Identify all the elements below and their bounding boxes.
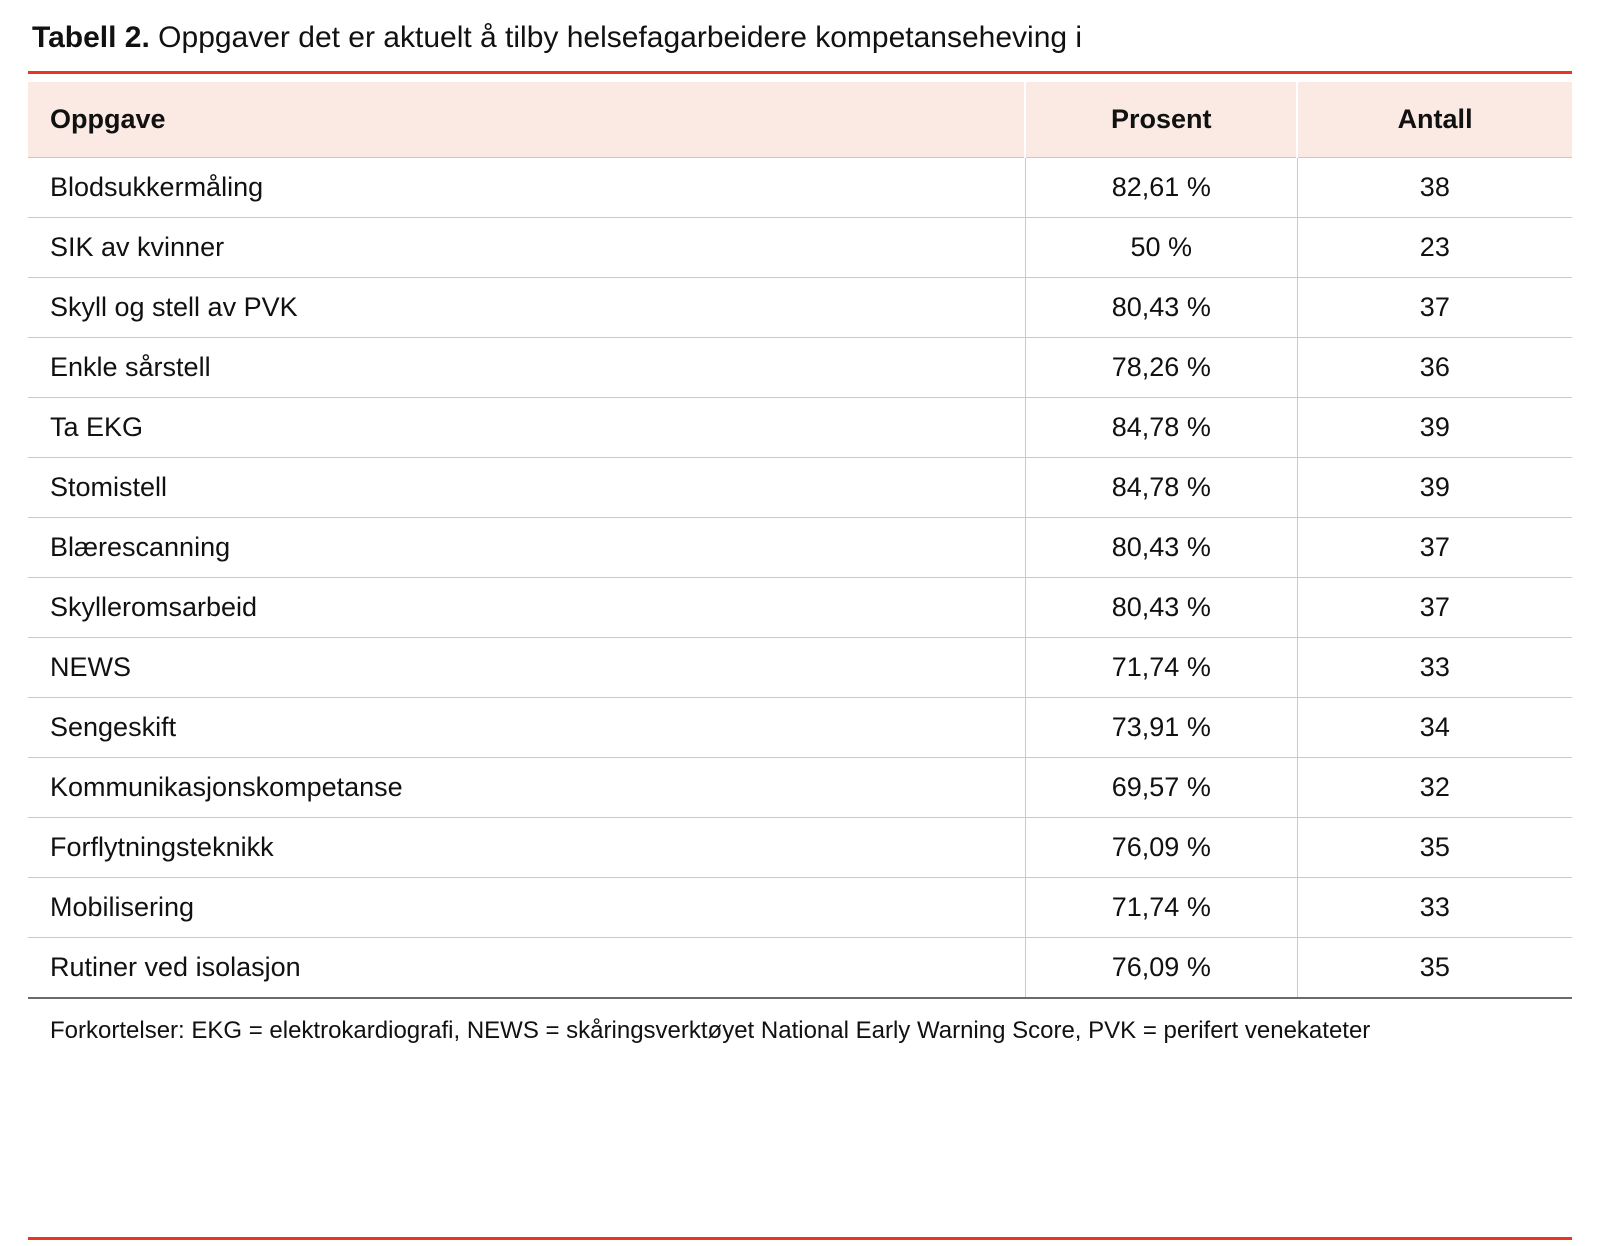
cell-count: 39 xyxy=(1297,458,1572,518)
competence-table xyxy=(28,82,1572,999)
cell-percent: 80,43 % xyxy=(1025,278,1297,338)
cell-count: 34 xyxy=(1297,698,1572,758)
caption-label: Tabell 2. xyxy=(32,21,150,54)
cell-count: 32 xyxy=(1297,758,1572,818)
cell-count: 37 xyxy=(1297,278,1572,338)
table-row xyxy=(28,758,1572,818)
column-header-task: Oppgave xyxy=(28,82,1025,158)
table-row xyxy=(28,638,1572,698)
table-row xyxy=(28,698,1572,758)
cell-count: 37 xyxy=(1297,518,1572,578)
bottom-rule xyxy=(28,1237,1572,1240)
table-row xyxy=(28,818,1572,878)
table-caption xyxy=(28,14,1572,71)
table-row xyxy=(28,218,1572,278)
table-body xyxy=(28,158,1572,999)
cell-count: 38 xyxy=(1297,158,1572,218)
cell-count: 35 xyxy=(1297,938,1572,999)
cell-percent: 71,74 % xyxy=(1025,638,1297,698)
column-header-count: Antall xyxy=(1297,82,1572,158)
cell-task: Skylleromsarbeid xyxy=(28,578,1025,638)
cell-percent: 82,61 % xyxy=(1025,158,1297,218)
cell-percent: 78,26 % xyxy=(1025,338,1297,398)
table-row xyxy=(28,938,1572,999)
table-row xyxy=(28,398,1572,458)
cell-count: 36 xyxy=(1297,338,1572,398)
cell-task: Ta EKG xyxy=(28,398,1025,458)
cell-task: Forflytningsteknikk xyxy=(28,818,1025,878)
caption-text: Oppgaver det er aktuelt å tilby helsefagarbeidere kompetanseheving i xyxy=(158,21,1083,54)
table-row xyxy=(28,158,1572,218)
cell-percent: 80,43 % xyxy=(1025,578,1297,638)
cell-count: 33 xyxy=(1297,878,1572,938)
cell-task: Kommunikasjonskompetanse xyxy=(28,758,1025,818)
cell-percent: 76,09 % xyxy=(1025,818,1297,878)
cell-task: Rutiner ved isolasjon xyxy=(28,938,1025,999)
cell-task: NEWS xyxy=(28,638,1025,698)
cell-task: Stomistell xyxy=(28,458,1025,518)
cell-task: Enkle sårstell xyxy=(28,338,1025,398)
cell-percent: 84,78 % xyxy=(1025,458,1297,518)
cell-task: SIK av kvinner xyxy=(28,218,1025,278)
cell-percent: 71,74 % xyxy=(1025,878,1297,938)
cell-task: Blærescanning xyxy=(28,518,1025,578)
cell-task: Blodsukkermåling xyxy=(28,158,1025,218)
cell-task: Mobilisering xyxy=(28,878,1025,938)
cell-percent: 73,91 % xyxy=(1025,698,1297,758)
cell-task: Sengeskift xyxy=(28,698,1025,758)
table-row xyxy=(28,338,1572,398)
cell-count: 35 xyxy=(1297,818,1572,878)
cell-count: 39 xyxy=(1297,398,1572,458)
cell-count: 33 xyxy=(1297,638,1572,698)
cell-count: 37 xyxy=(1297,578,1572,638)
table-footnote: Forkortelser: EKG = elektrokardiografi, NEWS = skåringsverktøyet National Early Warning Score, PVK = perifert venekateter xyxy=(50,1017,1371,1044)
cell-percent: 76,09 % xyxy=(1025,938,1297,999)
table-row xyxy=(28,878,1572,938)
cell-percent: 84,78 % xyxy=(1025,398,1297,458)
table-row xyxy=(28,578,1572,638)
table-header xyxy=(28,82,1572,158)
cell-percent: 50 % xyxy=(1025,218,1297,278)
header-row xyxy=(28,82,1572,158)
cell-count: 23 xyxy=(1297,218,1572,278)
table-row xyxy=(28,278,1572,338)
cell-percent: 80,43 % xyxy=(1025,518,1297,578)
cell-percent: 69,57 % xyxy=(1025,758,1297,818)
top-rule xyxy=(28,71,1572,74)
cell-task: Skyll og stell av PVK xyxy=(28,278,1025,338)
column-header-percent: Prosent xyxy=(1025,82,1297,158)
table-row xyxy=(28,518,1572,578)
table-row xyxy=(28,458,1572,518)
